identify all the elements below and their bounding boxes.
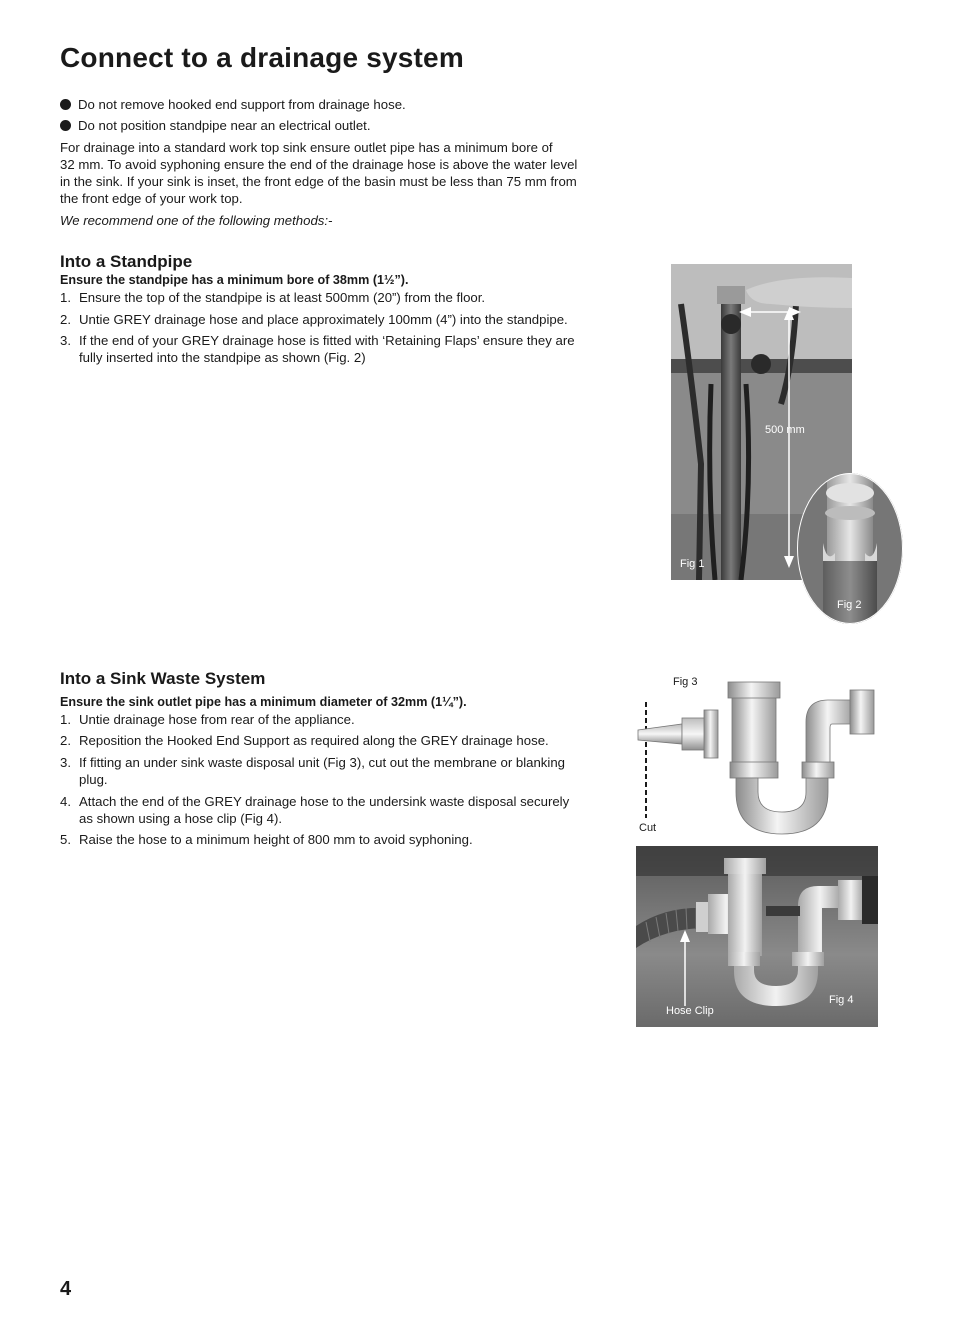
fig3-label: Fig 3 (673, 676, 698, 688)
fig1-label: Fig 1 (680, 558, 705, 570)
page-title: Connect to a drainage system (60, 42, 464, 73)
cut-label: Cut (639, 822, 657, 834)
fig4-label: Fig 4 (829, 994, 854, 1006)
standpipe-heading: Into a Standpipe (60, 252, 193, 271)
recommend-text: We recommend one of the following methods:- (60, 213, 333, 228)
fig3-illustration (632, 672, 882, 840)
intro-paragraph: For drainage into a standard work top sink ensure outlet pipe has a minimum bore of 32 mm. To avoid syphoning ensure the end of the drainage hose is above the water level in the sink. If your sink is inset, the front edge of the basin must be less than 75 mm from the front edge of your work top. (60, 140, 578, 206)
sink-step: 3. If fitting an under sink waste disposal unit (Fig 3), cut out the membrane or blanking plug. (60, 755, 565, 787)
fig4-photo (636, 846, 878, 1027)
sink-requirement: Ensure the sink outlet pipe has a minimum diameter of 32mm (1¼”). (60, 695, 467, 709)
warning-bullet (60, 117, 371, 134)
bullet-dot-icon (60, 120, 71, 131)
standpipe-step: 3. If the end of your GREY drainage hose is fitted with ‘Retaining Flaps’ ensure they are fully inserted into the standpipe as shown (Fig. 2) (60, 333, 575, 365)
standpipe-requirement: Ensure the standpipe has a minimum bore of 38mm (1½”). (60, 273, 409, 287)
page-number: 4 (60, 1278, 72, 1300)
sink-trap-image (632, 672, 882, 840)
sink-step: 5. Raise the hose to a minimum height of 800 mm to avoid syphoning. (60, 832, 473, 847)
sink-step: 2. Reposition the Hooked End Support as required along the GREY drainage hose. (60, 733, 549, 748)
bullet-text: Do not remove hooked end support from drainage hose. (78, 97, 406, 112)
fig2-label: Fig 2 (837, 599, 862, 611)
sink-step: 4. Attach the end of the GREY drainage hose to the undersink waste disposal securely as shown using a hose clip (Fig 4). (60, 794, 570, 826)
fig2-photo (797, 473, 903, 624)
sink-step: 1. Untie drainage hose from rear of the appliance. (60, 712, 355, 727)
standpipe-step: 2. Untie GREY drainage hose and place approximately 100mm (4”) into the standpipe. (60, 312, 568, 327)
measure-label: 500 mm (765, 424, 805, 436)
hose-clip-label: Hose Clip (666, 1005, 714, 1017)
standpipe-step: 1. Ensure the top of the standpipe is at least 500mm (20”) from the floor. (60, 290, 486, 305)
bullet-text: Do not position standpipe near an electrical outlet. (78, 118, 371, 133)
warning-bullet (60, 96, 406, 113)
bullet-dot-icon (60, 99, 71, 110)
sink-heading: Into a Sink Waste System (60, 669, 266, 688)
